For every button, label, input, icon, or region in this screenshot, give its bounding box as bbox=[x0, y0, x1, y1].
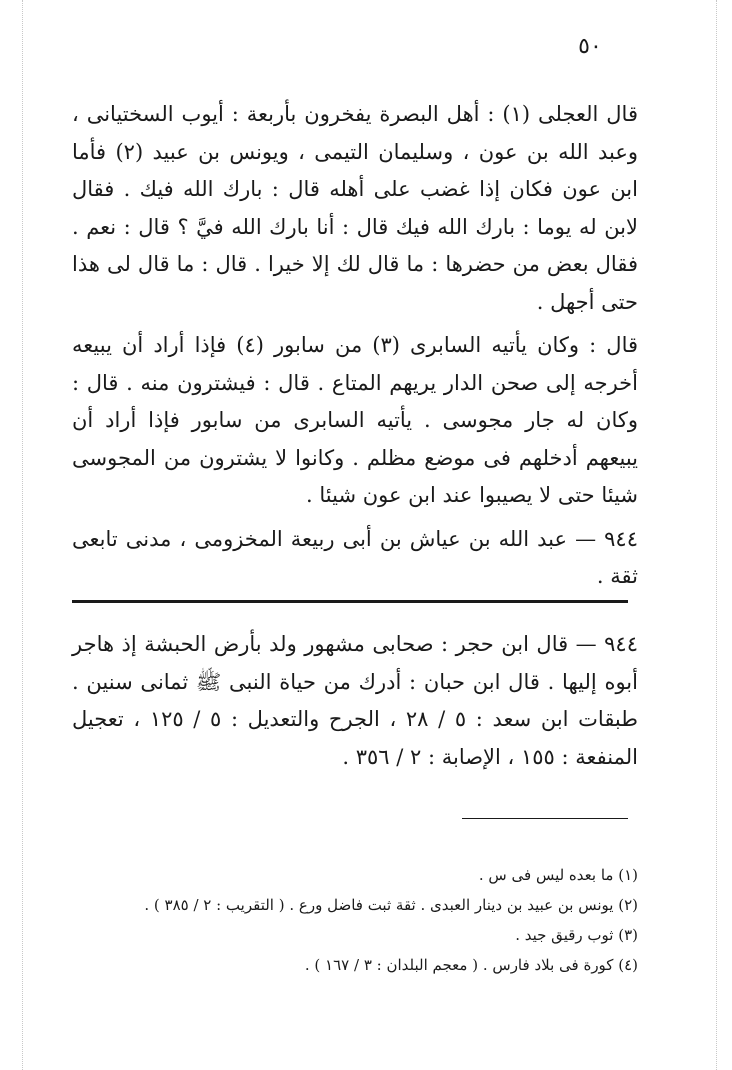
paragraph-ijli-quote: قال العجلى (١) : أهل البصرة يفخرون بأربعة : أيوب السختيانى ، وعبد الله بن عون ، وسليمان التيمى ، ويونس بن عبيد (٢) فأما ابن عون فكان إذا غضب على أهله قال : بارك الله فيك . فقال لابن له يوما : بارك الله فيك قال : أنا بارك الله فيَّ ؟ قال : نعم . فقال بعض من حضرها : ما قال لك إلا خيرا . قال : ما قال لى هذا حتى أجهل . bbox=[72, 102, 638, 314]
entry-944-note: ٩٤٤ — قال ابن حجر : صحابى مشهور ولد بأرض الحبشة إذ هاجر أبوه إليها . قال ابن حبان : أدرك من حياة النبى ﷺ ثمانى سنين . طبقات ابن سعد : ٥ / ٢٨ ، الجرح والتعديل : ٥ / ١٢٥ ، تعجيل المنفعة : ١٥٥ ، الإصابة : ٢ / ٣٥٦ . bbox=[72, 632, 638, 769]
entry-944: ٩٤٤ — عبد الله بن عياش بن أبى ربيعة المخزومى ، مدنى تابعى ثقة . bbox=[72, 526, 638, 588]
paragraph-sabiri-story: قال : وكان يأتيه السابرى (٣) من سابور (٤) فإذا أراد أن يبيعه أخرجه إلى صحن الدار يريهم المتاع . قال : فيشترون منه . قال : وكان له جار مجوسى . يأتيه السابرى من سابور فإذا أراد أن يبيعهم أدخلهم فى موضع مظلم . وكانوا لا يشترون من المجوسى شيئا حتى لا يصيبوا عند ابن عون شيئا . bbox=[72, 333, 639, 507]
footnote-divider bbox=[462, 818, 628, 819]
scan-margin-left bbox=[22, 0, 23, 1070]
footnotes bbox=[60, 862, 638, 982]
main-text bbox=[72, 96, 638, 596]
footnote-1: (١) ما بعده ليس فى س . bbox=[478, 866, 638, 884]
footnote-4: (٤) كورة فى بلاد فارس . ( معجم البلدان : ٣ / ١٦٧ ) . bbox=[304, 956, 638, 974]
scan-margin-right bbox=[716, 0, 717, 1070]
footnote-3: (٣) ثوب رقيق جيد . bbox=[515, 926, 638, 944]
page-number: ٥٠ bbox=[578, 34, 602, 59]
section-divider bbox=[72, 600, 628, 603]
footnote-2: (٢) يونس بن عبيد بن دينار العبدى . ثقة ثبت فاضل ورع . ( التقريب : ٢ / ٣٨٥ ) . bbox=[144, 896, 638, 914]
